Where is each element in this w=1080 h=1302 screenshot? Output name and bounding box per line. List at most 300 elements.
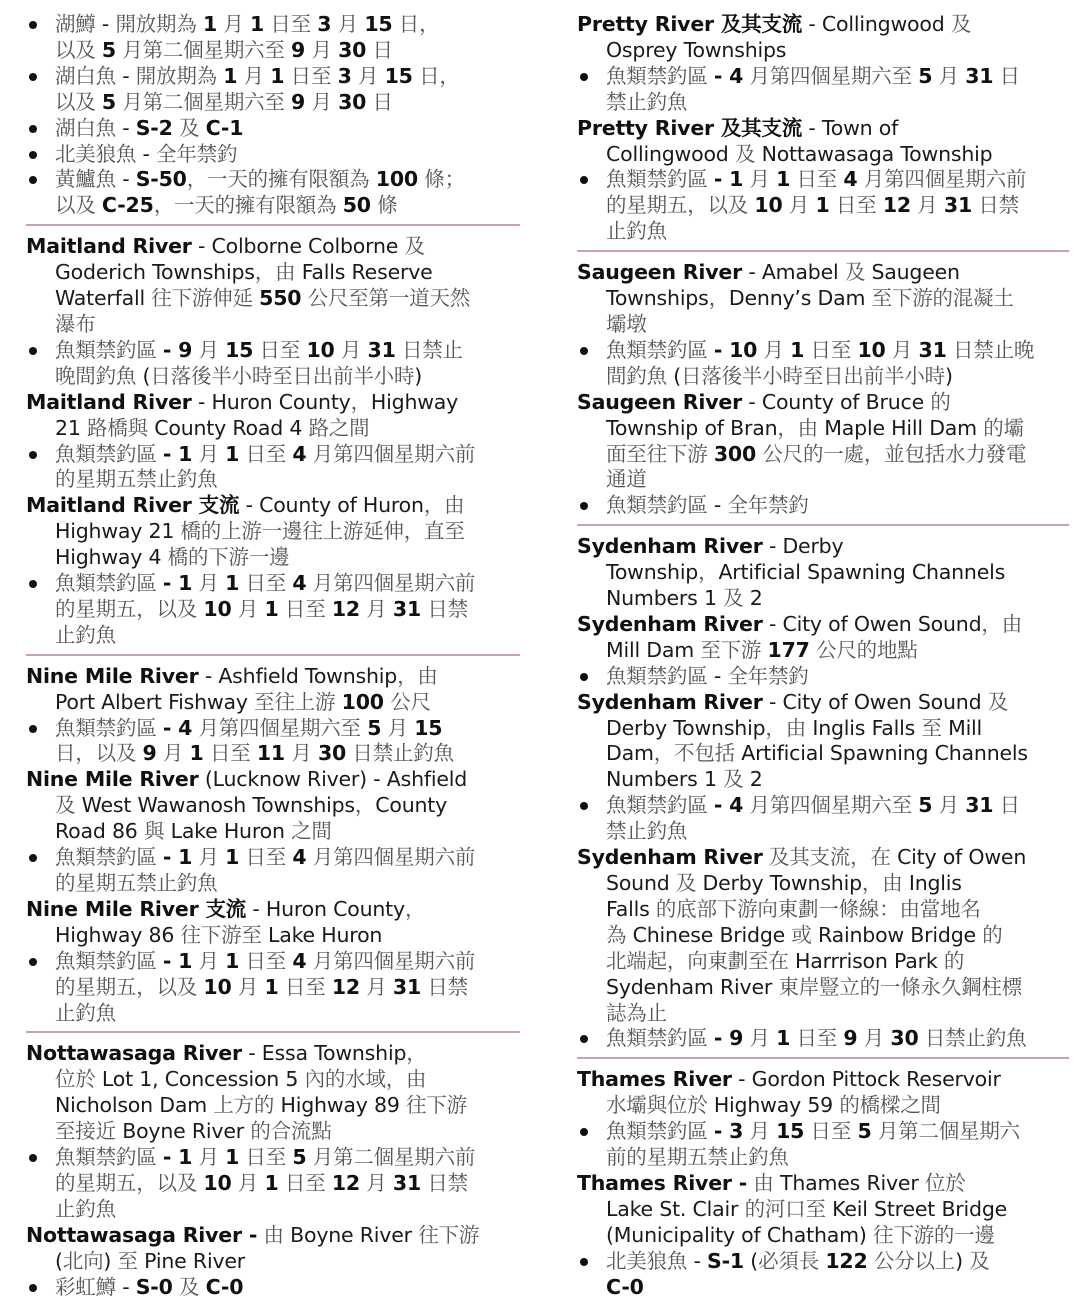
text-segment: 日至: [203, 741, 257, 766]
text-segment: 21: [55, 415, 88, 440]
text-segment: 往下游: [418, 1222, 480, 1247]
text-segment: 公尺的地點: [809, 637, 918, 662]
text-segment: 日至: [790, 167, 844, 192]
text-segment: 湖鱒: [55, 12, 102, 36]
text-segment: 月: [381, 715, 415, 740]
text-segment: Goderich Townships: [55, 260, 255, 285]
text-segment: 日禁: [972, 193, 1019, 218]
text-segment: Highway: [370, 389, 459, 414]
bold-text: 5: [101, 89, 116, 114]
text-segment: 止釣魚: [55, 622, 116, 647]
text-segment: 間釣魚: [606, 363, 674, 388]
bold-text: 31: [367, 337, 396, 362]
text-segment: 晚間釣魚: [55, 363, 143, 388]
text-segment: 公分以上: [867, 1248, 956, 1273]
text-segment: ，: [708, 286, 729, 311]
text-segment: 及: [987, 689, 1009, 714]
text-segment: 月: [885, 337, 919, 362]
bold-text: S-1: [707, 1248, 744, 1273]
text-segment: 以及: [55, 193, 102, 218]
text-segment: 或: [791, 922, 819, 947]
text-segment: 魚類禁釣區: [55, 948, 163, 973]
regulation-block: [577, 12, 1069, 245]
text-line: [577, 142, 1069, 168]
text-line: [577, 38, 1069, 64]
bold-text: 10: [754, 193, 783, 218]
text-line: [577, 949, 1069, 975]
bold-text: Thames River -: [577, 1170, 748, 1195]
text-segment: 往下游: [406, 1093, 467, 1118]
text-segment: ，由: [397, 663, 438, 688]
text-line: [26, 923, 520, 949]
text-segment: 的星期五，以及: [55, 974, 204, 999]
bold-text: 12: [882, 193, 911, 218]
text-segment: 至: [921, 715, 949, 740]
river-heading: [26, 493, 520, 519]
bold-text: 1: [249, 12, 265, 36]
text-segment: 的底部下游向東劃一條線：由當地名: [655, 896, 981, 921]
text-line: [26, 1119, 520, 1145]
bold-text: - 3: [713, 1119, 744, 1144]
text-segment: 日: [366, 89, 393, 114]
text-line: [26, 1197, 520, 1223]
river-heading: [26, 767, 520, 793]
bold-text: Pretty River 及其支流: [577, 115, 803, 140]
text-line: [26, 819, 520, 845]
bold-text: 1: [264, 1170, 279, 1195]
text-line: [577, 1001, 1069, 1027]
bold-text: 1: [815, 193, 830, 218]
text-segment: 的河口至: [744, 1196, 833, 1221]
text-segment: 月: [351, 63, 385, 88]
text-segment: 日禁: [421, 1170, 468, 1195]
rule-bullet-item: [26, 142, 520, 168]
text-segment: ，: [698, 560, 719, 585]
rule-bullet-item: [26, 571, 520, 597]
text-segment: Boyne River: [122, 1119, 251, 1144]
text-segment: (: [55, 1248, 63, 1273]
text-segment: 日，: [392, 12, 440, 36]
text-line: [26, 467, 520, 493]
text-segment: 2: [749, 767, 763, 792]
text-segment: 月第四個星期六前: [306, 845, 476, 870]
text-line: [26, 690, 520, 716]
text-segment: 魚類禁釣區: [606, 1026, 714, 1051]
text-segment: 日，以及: [55, 741, 143, 766]
text-segment: - County of Bruce: [742, 389, 931, 414]
text-segment: 月: [231, 596, 265, 621]
bullet-icon: [29, 21, 37, 29]
text-line: [577, 1223, 1069, 1249]
bold-text: - 4: [713, 793, 744, 818]
text-line: [577, 1145, 1069, 1171]
text-segment: 止釣魚: [55, 1196, 116, 1221]
text-segment: Boyne River: [290, 1222, 419, 1247]
text-segment: 月: [192, 948, 226, 973]
text-segment: 及: [172, 1274, 206, 1299]
rule-bullet-item: [577, 64, 1069, 90]
text-segment: 誌為止: [606, 1000, 667, 1025]
text-segment: 禁止釣魚: [606, 819, 688, 844]
text-segment: ): [103, 1248, 118, 1273]
bold-text: - 4: [713, 63, 744, 88]
bold-text: - 10: [713, 337, 758, 362]
text-segment: 北端起，向東劃至在: [606, 948, 796, 973]
rule-bullet-item: [26, 1145, 520, 1171]
bold-text: - 1: [162, 845, 193, 870]
bold-text: 1: [776, 1026, 791, 1051]
text-segment: County: [375, 793, 448, 818]
bullet-icon: [580, 1035, 588, 1043]
text-segment: -: [713, 663, 728, 688]
text-segment: 日至: [239, 571, 293, 596]
bold-text: 5: [918, 63, 933, 88]
text-segment: 全年禁釣: [727, 493, 809, 518]
text-segment: Waterfall: [55, 286, 152, 311]
text-segment: 月第二個星期六: [871, 1119, 1020, 1144]
text-segment: 由: [257, 1222, 291, 1247]
bold-text: Sydenham River: [577, 845, 763, 870]
text-line: [26, 871, 520, 897]
text-segment: 日至: [278, 596, 332, 621]
text-line: [26, 90, 520, 116]
text-segment: 往下游至: [180, 922, 269, 947]
text-segment: 及: [55, 793, 82, 818]
text-line: [26, 38, 520, 64]
bold-text: 31: [392, 596, 422, 621]
text-segment: 瀑布: [55, 311, 96, 336]
bold-text: 1: [225, 845, 240, 870]
text-segment: -: [101, 12, 116, 36]
bold-text: 5: [101, 37, 116, 62]
rule-bullet-item: [26, 12, 520, 38]
text-segment: ，一天的擁有限額為: [186, 167, 376, 192]
text-segment: -: [122, 1274, 136, 1299]
text-line: [577, 1275, 1069, 1301]
text-segment: - Ashfield Township: [198, 663, 398, 688]
text-segment: 及: [723, 586, 750, 611]
text-segment: - Amabel: [742, 260, 845, 285]
text-segment: ，一天的擁有限額為: [153, 193, 343, 218]
text-segment: ，由: [254, 260, 302, 285]
text-line: [577, 467, 1069, 493]
text-segment: Highway 86: [55, 922, 181, 947]
text-segment: Numbers 1: [606, 767, 724, 792]
text-segment: ，由: [777, 415, 825, 440]
text-segment: 月: [743, 167, 777, 192]
text-segment: 的星期五禁止釣魚: [55, 467, 218, 492]
river-heading: [577, 12, 1069, 38]
text-line: [26, 545, 520, 571]
rule-bullet-item: [577, 1026, 1069, 1052]
text-segment: Inglis Falls: [812, 715, 922, 740]
bold-text: 1: [225, 571, 240, 596]
text-segment: 開放期為: [135, 63, 224, 88]
bold-text: 31: [392, 974, 422, 999]
text-segment: 至往上游: [254, 689, 342, 714]
bold-text: 15: [776, 1119, 805, 1144]
regulation-block: [26, 12, 520, 219]
text-segment: 月: [932, 793, 966, 818]
text-segment: County Road 4: [154, 415, 309, 440]
text-segment: 的橋樑之間: [839, 1093, 941, 1118]
text-segment: 及: [723, 767, 750, 792]
text-segment: 至接近: [55, 1119, 123, 1144]
text-segment: 全年禁釣: [727, 663, 809, 688]
text-segment: 至: [117, 1248, 145, 1273]
text-segment: 公尺: [383, 689, 431, 714]
text-segment: (: [673, 363, 682, 388]
text-segment: 魚類禁釣區: [606, 167, 714, 192]
text-segment: ): [955, 1248, 970, 1273]
text-segment: 水壩與位於: [606, 1093, 714, 1118]
text-segment: 月: [743, 1119, 777, 1144]
text-segment: 之間: [291, 819, 332, 844]
text-segment: 的合流點: [250, 1119, 332, 1144]
text-line: [26, 260, 520, 286]
text-segment: - City of Owen Sound: [762, 689, 988, 714]
text-segment: 路之間: [308, 415, 370, 440]
text-segment: ): [944, 363, 953, 388]
text-segment: - Essa Township: [241, 1041, 407, 1066]
text-segment: 開放期為: [115, 12, 203, 36]
text-line: [577, 975, 1069, 1001]
bold-text: 1: [225, 1145, 240, 1170]
text-segment: - Huron County: [246, 896, 405, 921]
bold-text: 4: [292, 948, 307, 973]
text-segment: Mill: [948, 715, 983, 740]
bold-text: C-1: [205, 115, 244, 140]
text-segment: ，由: [861, 871, 909, 895]
bold-text: - 1: [162, 1145, 193, 1170]
text-segment: 日: [993, 793, 1020, 818]
text-segment: Highway 59: [713, 1093, 840, 1118]
text-segment: 月: [231, 974, 265, 999]
rule-bullet-item: [577, 793, 1069, 819]
rule-bullet-item: [26, 116, 520, 142]
text-segment: 至下游: [700, 637, 768, 662]
river-heading: [577, 116, 1069, 142]
text-segment: - Town of: [802, 115, 899, 140]
text-segment: 月第四個星期六至: [743, 793, 919, 818]
river-heading: [577, 1067, 1069, 1093]
text-segment: Collingwood: [606, 141, 735, 166]
text-segment: 日禁止釣魚: [918, 1026, 1027, 1051]
bold-text: 1: [264, 596, 279, 621]
text-line: [577, 219, 1069, 245]
text-segment: Derby Township: [606, 715, 766, 740]
bold-text: 1: [223, 63, 238, 88]
bold-text: 1: [225, 441, 240, 466]
text-segment: 以及: [55, 89, 102, 114]
text-segment: -: [693, 1248, 708, 1273]
rule-bullet-item: [577, 1119, 1069, 1145]
text-segment: 月: [192, 571, 226, 596]
bullet-icon: [580, 502, 588, 510]
text-segment: 月: [192, 1145, 226, 1170]
text-line: [26, 1249, 520, 1275]
text-segment: 魚類禁釣區: [55, 441, 163, 466]
text-segment: 必須長: [758, 1248, 826, 1273]
text-line: [26, 286, 520, 312]
bold-text: 50: [342, 193, 371, 218]
bold-text: 10: [203, 974, 232, 999]
text-segment: West Wawanosh Townships: [81, 793, 355, 818]
bold-text: C-0: [606, 1274, 644, 1299]
bold-text: 1: [202, 12, 218, 36]
text-segment: 的壩: [983, 415, 1024, 440]
text-segment: 條: [370, 193, 398, 218]
bold-text: 10: [203, 596, 232, 621]
text-segment: 月: [192, 337, 226, 362]
text-segment: 面至往下游: [606, 441, 714, 466]
text-segment: (Lucknow River) - Ashfield: [198, 767, 468, 792]
regulation-block: [26, 1041, 520, 1300]
section-divider: [577, 524, 1069, 526]
river-heading: [26, 664, 520, 690]
text-segment: - City of Owen Sound: [762, 611, 982, 636]
river-heading: [577, 260, 1069, 286]
text-line: [26, 519, 520, 545]
bold-text: S-2: [135, 115, 173, 140]
bold-text: Maitland River: [26, 389, 192, 414]
text-segment: 止釣魚: [55, 1000, 116, 1025]
bold-text: Sydenham River: [577, 611, 763, 636]
text-segment: 日至: [790, 1026, 844, 1051]
text-segment: 日禁止釣魚: [346, 741, 454, 766]
text-segment: (Municipality of Chatham): [606, 1222, 874, 1247]
text-segment: 上方的: [213, 1093, 281, 1118]
text-segment: Pine River: [144, 1248, 246, 1273]
text-segment: 月: [305, 37, 339, 62]
bold-text: Thames River: [577, 1067, 732, 1092]
text-segment: Lake Huron: [268, 922, 383, 947]
bold-text: 9: [291, 89, 306, 114]
text-segment: 月: [156, 741, 190, 766]
text-segment: 及: [734, 141, 762, 166]
text-segment: 禁止釣魚: [606, 89, 688, 114]
bold-text: 1: [189, 741, 204, 766]
text-segment: 彩虹鱒: [55, 1274, 123, 1299]
text-line: [577, 819, 1069, 845]
text-line: [577, 923, 1069, 949]
text-segment: 日，: [412, 63, 460, 88]
text-segment: 魚類禁釣區: [606, 663, 714, 688]
text-segment: Osprey Townships: [606, 37, 787, 62]
text-segment: 日至: [264, 12, 318, 36]
bold-text: Saugeen River: [577, 389, 742, 414]
text-segment: 條；: [417, 167, 465, 192]
text-segment: 月第四個星期六至: [192, 715, 368, 740]
text-segment: 日至: [804, 1119, 858, 1144]
text-segment: 日: [993, 63, 1020, 88]
text-segment: 魚類禁釣區: [55, 845, 163, 870]
text-segment: Highway 4: [55, 545, 168, 570]
bullet-icon: [29, 1154, 37, 1162]
river-heading: [26, 234, 520, 260]
bold-text: 177: [767, 637, 810, 662]
bullet-icon: [29, 725, 37, 733]
bold-text: - 1: [162, 948, 193, 973]
text-line: [577, 312, 1069, 338]
text-segment: 月第二個星期六至: [116, 37, 292, 62]
text-segment: 月: [331, 12, 365, 36]
text-segment: 至下游的混凝土: [871, 286, 1014, 311]
text-line: [577, 193, 1069, 219]
text-segment: Nicholson Dam: [55, 1093, 214, 1118]
text-segment: 日至: [278, 974, 332, 999]
bullet-icon: [580, 1128, 588, 1136]
text-segment: Township of Bran: [606, 415, 778, 440]
text-segment: 魚類禁釣區: [606, 493, 714, 518]
bold-text: Saugeen River: [577, 260, 742, 285]
bold-text: 1: [270, 63, 285, 88]
bold-text: 30: [338, 37, 367, 62]
text-segment: Highway 89: [280, 1093, 407, 1118]
text-segment: -: [122, 167, 136, 192]
section-divider: [26, 654, 520, 656]
rule-bullet-item: [26, 442, 520, 468]
text-segment: 魚類禁釣區: [55, 1145, 163, 1170]
text-segment: 月第四個星期六前: [306, 441, 476, 466]
text-segment: - Huron County: [191, 389, 351, 414]
bold-text: 10: [857, 337, 886, 362]
text-segment: Nottawasaga Township: [761, 141, 993, 166]
text-line: [577, 716, 1069, 742]
text-line: [26, 193, 520, 219]
bold-text: 5: [857, 1119, 872, 1144]
bold-text: 300: [713, 441, 757, 466]
bold-text: 9: [142, 741, 157, 766]
text-segment: 與: [143, 819, 171, 844]
text-segment: 月: [857, 1026, 891, 1051]
text-segment: Inglis: [908, 871, 962, 895]
text-line: [26, 364, 520, 390]
rule-bullet-item: [26, 1275, 520, 1301]
text-segment: 日至: [239, 845, 293, 870]
text-segment: 月: [743, 1026, 777, 1051]
text-segment: Chinese Bridge: [632, 922, 792, 947]
text-segment: 日: [366, 37, 393, 62]
bold-text: 12: [331, 1170, 360, 1195]
text-segment: ，不包括: [653, 741, 742, 766]
text-segment: 魚類禁釣區: [606, 337, 714, 362]
bold-text: Nine Mile River: [26, 767, 199, 792]
text-line: [26, 597, 520, 623]
text-line: [26, 1093, 520, 1119]
river-heading: [577, 1171, 1069, 1197]
text-segment: Highway 21: [55, 519, 181, 544]
text-segment: Numbers 1: [606, 586, 724, 611]
text-line: [26, 741, 520, 767]
bullet-icon: [580, 1258, 588, 1266]
bold-text: 15: [225, 337, 254, 362]
regulation-block: [577, 1067, 1069, 1300]
bold-text: - 4: [162, 715, 193, 740]
regulation-block: [26, 664, 520, 1027]
bold-text: 100: [375, 167, 418, 192]
text-segment: 月: [359, 596, 393, 621]
text-segment: 路橋與: [87, 415, 155, 440]
text-segment: 月: [910, 193, 944, 218]
rule-bullet-item: [577, 1249, 1069, 1275]
rule-bullet-item: [26, 338, 520, 364]
bold-text: 1: [225, 948, 240, 973]
text-segment: 月: [305, 89, 339, 114]
text-segment: 日落後半小時至日出前半小時: [150, 363, 415, 388]
text-segment: 的: [930, 389, 951, 414]
river-heading: [577, 534, 1069, 560]
